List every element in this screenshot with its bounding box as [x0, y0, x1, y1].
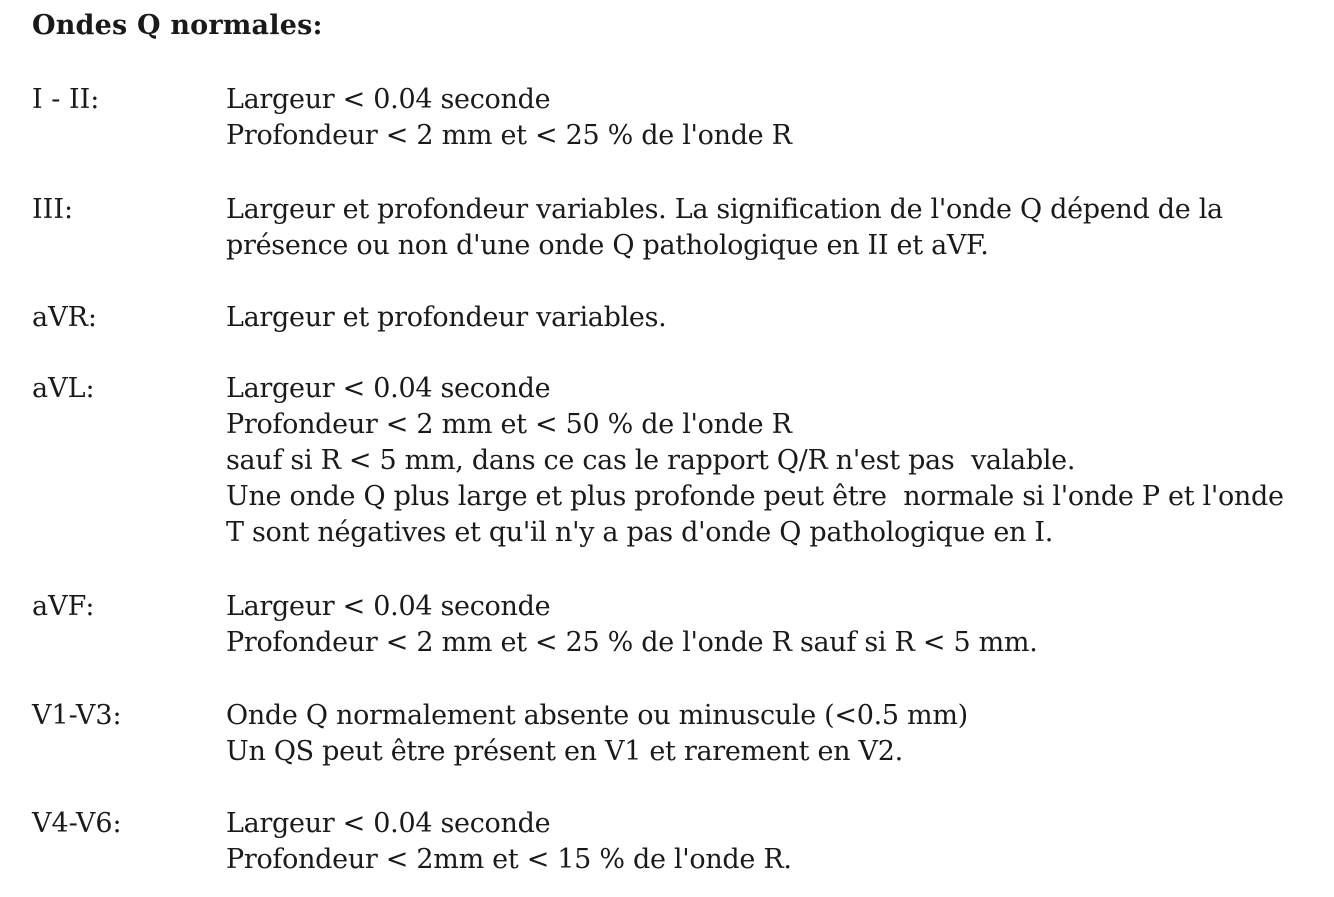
description-line: présence ou non d'une onde Q pathologique en II et aVF.	[226, 230, 989, 261]
lead-label: aVL:	[32, 373, 95, 404]
description-line: Largeur < 0.04 seconde	[226, 373, 551, 404]
lead-description	[226, 806, 1326, 878]
description-line: Un QS peut être présent en V1 et rarement en V2.	[226, 736, 903, 767]
description-line: Largeur < 0.04 seconde	[226, 808, 551, 839]
lead-description	[226, 371, 1326, 551]
lead-label: aVR:	[32, 302, 98, 333]
description-line: Largeur < 0.04 seconde	[226, 84, 551, 115]
description-line: Largeur et profondeur variables. La signification de l'onde Q dépend de la	[226, 194, 1223, 225]
lead-description	[226, 698, 1326, 770]
lead-description	[226, 300, 1326, 336]
description-line: Profondeur < 2mm et < 15 % de l'onde R.	[226, 844, 792, 875]
lead-label: aVF:	[32, 591, 95, 622]
description-line: Largeur et profondeur variables.	[226, 302, 667, 333]
lead-description	[226, 589, 1326, 661]
description-line: Profondeur < 2 mm et < 50 % de l'onde R	[226, 409, 792, 440]
description-line: T sont négatives et qu'il n'y a pas d'onde Q pathologique en I.	[226, 517, 1054, 548]
lead-label: V1-V3:	[32, 700, 122, 731]
document-title: Ondes Q normales:	[32, 10, 323, 41]
description-line: Profondeur < 2 mm et < 25 % de l'onde R	[226, 120, 792, 151]
lead-label: V4-V6:	[32, 808, 122, 839]
description-line: Onde Q normalement absente ou minuscule (<0.5 mm)	[226, 700, 968, 731]
lead-description	[226, 82, 1326, 154]
description-line: Une onde Q plus large et plus profonde peut être normale si l'onde P et l'onde	[226, 481, 1284, 512]
lead-label: III:	[32, 194, 74, 225]
description-line: sauf si R < 5 mm, dans ce cas le rapport Q/R n'est pas valable.	[226, 445, 1076, 476]
description-line: Largeur < 0.04 seconde	[226, 591, 551, 622]
description-line: Profondeur < 2 mm et < 25 % de l'onde R sauf si R < 5 mm.	[226, 627, 1038, 658]
lead-description	[226, 192, 1326, 264]
lead-label: I - II:	[32, 84, 100, 115]
